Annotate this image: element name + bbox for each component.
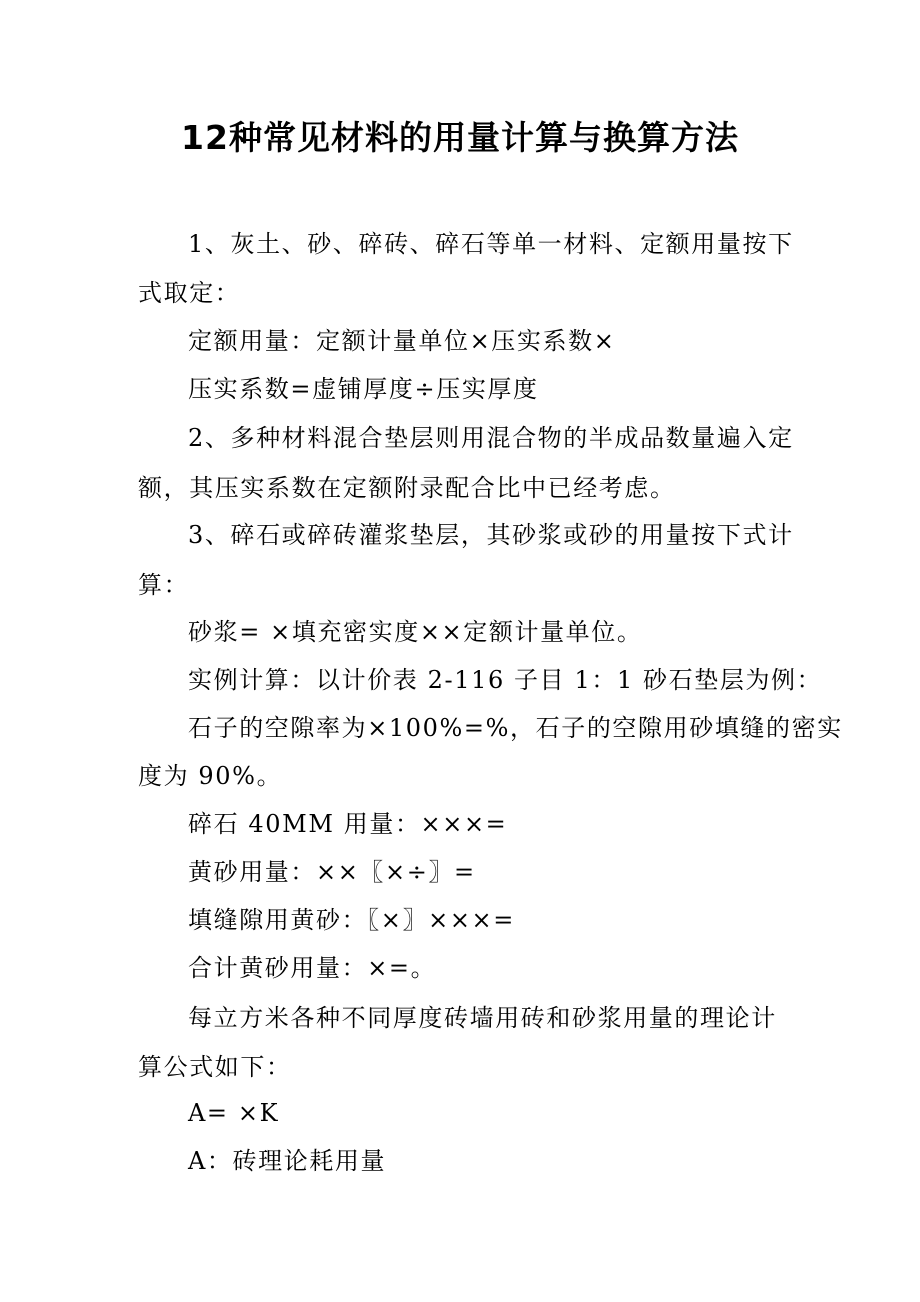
paragraph-line: 2、多种材料混合垫层则用混合物的半成品数量遍入定 [188, 424, 794, 452]
paragraph-line: 定额用量：定额计量单位×压实系数× [188, 327, 616, 355]
paragraph-line: 合计黄砂用量：×=。 [188, 954, 437, 982]
paragraph-line: 石子的空隙率为×100%=%，石子的空隙用砂填缝的密实 [188, 714, 843, 742]
paragraph-line: 黄砂用量：××〖×÷〗= [188, 858, 476, 886]
paragraph-line: 实例计算：以计价表 2-116 子目 1：1 砂石垫层为例： [188, 666, 823, 694]
paragraph-line: 1、灰土、砂、碎砖、碎石等单一材料、定额用量按下 [188, 230, 794, 258]
paragraph-line: 3、碎石或碎砖灌浆垫层，其砂浆或砂的用量按下式计 [188, 521, 794, 549]
paragraph-line: 砂浆= ×填充密实度××定额计量单位。 [188, 618, 643, 646]
paragraph-line: 每立方米各种不同厚度砖墙用砖和砂浆用量的理论计 [188, 1004, 777, 1032]
paragraph-line: A= ×K [188, 1099, 280, 1127]
paragraph-line: 算公式如下： [138, 1053, 292, 1081]
paragraph-line: 算： [138, 571, 190, 599]
paragraph-line: 式取定： [138, 279, 241, 307]
paragraph-line: A：砖理论耗用量 [188, 1147, 387, 1175]
paragraph-line: 额，其压实系数在定额附录配合比中已经考虑。 [138, 474, 676, 502]
paragraph-line: 填缝隙用黄砂：〖×〗×××= [188, 906, 515, 934]
paragraph-line: 碎石 40MM 用量：×××= [188, 810, 508, 838]
paragraph-line: 压实系数=虚铺厚度÷压实厚度 [188, 375, 539, 403]
document-title: 12种常见材料的用量计算与换算方法 [181, 118, 739, 157]
paragraph-line: 度为 90%。 [138, 762, 283, 790]
